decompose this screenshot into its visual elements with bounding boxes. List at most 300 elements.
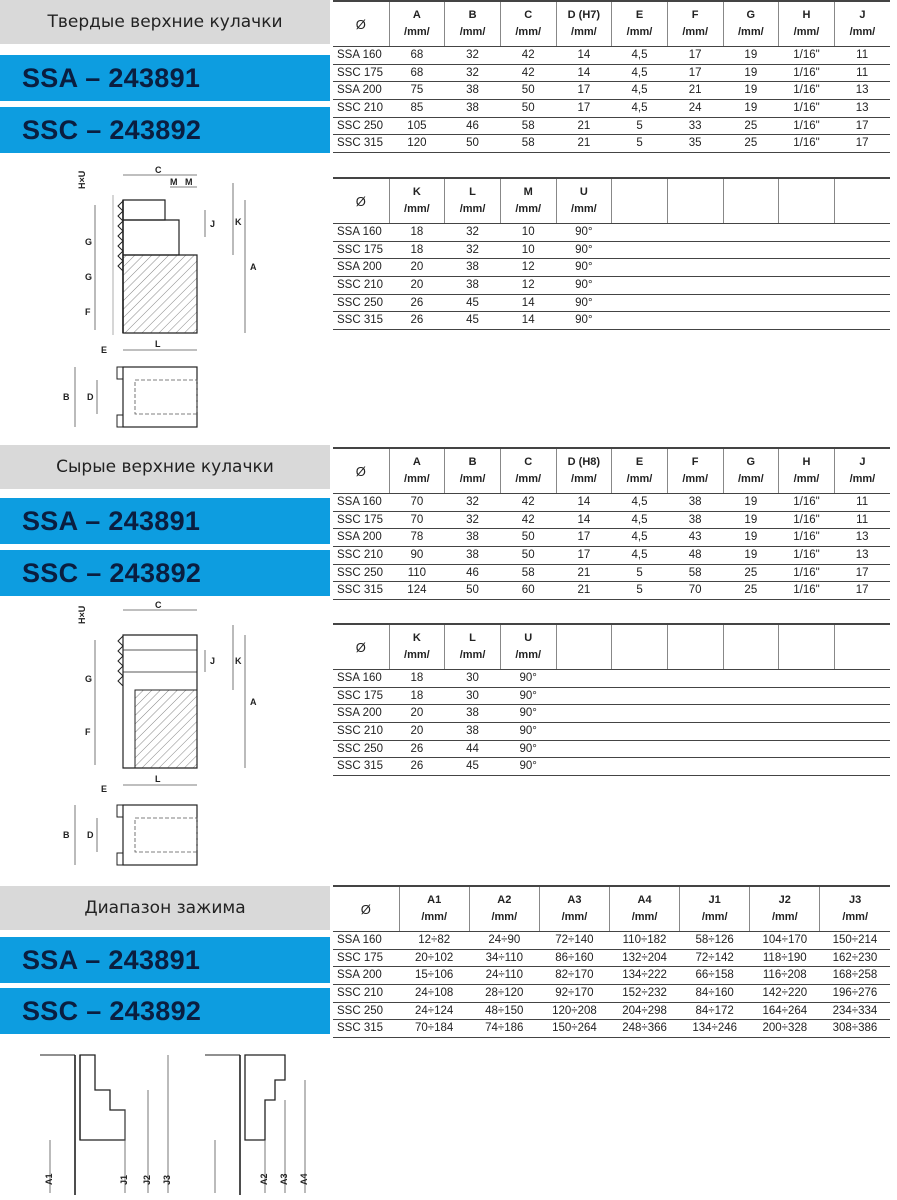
table-cell [612, 259, 668, 277]
s1t2-header [834, 178, 890, 224]
table-cell: 90° [500, 758, 556, 776]
table-cell [834, 277, 890, 295]
s2t2-header [612, 624, 668, 670]
s1t2-header [389, 178, 445, 224]
table-cell: 90° [500, 723, 556, 741]
table-cell: 5 [612, 117, 668, 135]
table-cell: 38 [445, 547, 501, 565]
header-unit: /mm/ [793, 473, 820, 485]
table-cell: SSC 210 [333, 277, 389, 295]
table-cell [612, 241, 668, 259]
table-cell: SSC 210 [333, 100, 389, 118]
header-label: H [802, 9, 811, 21]
table-cell: SSC 175 [333, 949, 399, 967]
header-label: B [468, 9, 477, 21]
label-f: F [85, 307, 91, 317]
table-cell: 26 [389, 312, 445, 330]
table-cell [612, 723, 668, 741]
table-cell [667, 312, 723, 330]
header-label: C [524, 456, 533, 468]
table-cell: 17 [556, 82, 612, 100]
table-cell: 58 [500, 117, 556, 135]
table-cell: 1/16" [779, 64, 835, 82]
table-cell [779, 723, 835, 741]
table-cell: 164÷264 [750, 1002, 820, 1020]
s3t1-header [750, 886, 820, 932]
s2t1-header [779, 448, 835, 494]
table-cell: 150÷214 [820, 932, 890, 950]
table-cell: 25 [723, 564, 779, 582]
header-label: E [635, 9, 644, 21]
table-cell: 85 [389, 100, 445, 118]
label-g: G [85, 674, 93, 684]
header-label: J3 [849, 894, 862, 906]
table-cell: SSC 315 [333, 312, 389, 330]
header-label: A [412, 9, 421, 21]
header-unit: /mm/ [459, 26, 486, 38]
table-cell: 32 [445, 494, 501, 512]
header-unit: /mm/ [571, 473, 597, 485]
table-cell: 19 [723, 529, 779, 547]
label-j2: J2 [142, 1174, 152, 1185]
table-cell [667, 224, 723, 242]
label-a: A [250, 262, 257, 272]
s1t2-header [556, 178, 612, 224]
table-cell [834, 259, 890, 277]
table-cell: 44 [445, 740, 501, 758]
table-cell: SSA 160 [333, 670, 389, 688]
table-cell: 4,5 [612, 494, 668, 512]
header-label: M [523, 186, 533, 198]
table-cell: 78 [389, 529, 445, 547]
table-cell: SSA 200 [333, 967, 399, 985]
table-cell: 12 [500, 259, 556, 277]
table-cell: 132÷204 [609, 949, 679, 967]
header-label: A3 [567, 894, 582, 906]
header-label: B [468, 456, 477, 468]
table-cell: 1/16" [779, 564, 835, 582]
table-row [333, 64, 890, 82]
table-row [333, 224, 890, 242]
table-cell: 90° [556, 312, 612, 330]
s1t1-header [500, 1, 556, 47]
s1t1-header [834, 1, 890, 47]
table-cell: 68 [389, 47, 445, 65]
table-cell [612, 294, 668, 312]
table-cell: 38 [445, 529, 501, 547]
header-unit: /mm/ [404, 473, 430, 485]
table-cell: 17 [834, 582, 890, 600]
table-cell: 21 [556, 582, 612, 600]
table-cell [612, 687, 668, 705]
table-cell: 45 [445, 758, 501, 776]
table-cell: 1/16" [779, 511, 835, 529]
table-cell: 38 [445, 705, 501, 723]
table-cell: SSC 250 [333, 294, 389, 312]
table-cell: 19 [723, 511, 779, 529]
table-cell: 50 [500, 547, 556, 565]
table-cell: 11 [834, 511, 890, 529]
s1t1-header [779, 1, 835, 47]
table-cell: 32 [445, 64, 501, 82]
table-cell: 168÷258 [820, 967, 890, 985]
section3-title: Диапазон зажима [0, 886, 330, 930]
table-row [333, 312, 890, 330]
table-cell: 42 [500, 64, 556, 82]
header-label: A2 [497, 894, 512, 906]
table-cell: 162÷230 [820, 949, 890, 967]
table-cell: 50 [500, 82, 556, 100]
table-cell: 10 [500, 224, 556, 242]
table-cell: 105 [389, 117, 445, 135]
header-unit: /mm/ [421, 911, 448, 923]
table-cell: SSA 160 [333, 224, 389, 242]
table-cell: 20 [389, 259, 445, 277]
s2t1-header [612, 448, 668, 494]
header-label: C [524, 9, 533, 21]
table-cell: 20 [389, 723, 445, 741]
header-unit: /mm/ [626, 26, 653, 38]
table-cell [667, 241, 723, 259]
table-cell: SSA 200 [333, 529, 389, 547]
table-row [333, 47, 890, 65]
table-cell [612, 224, 668, 242]
table-cell: 14 [500, 294, 556, 312]
table-cell: SSC 250 [333, 1002, 399, 1020]
table-cell: 1/16" [779, 100, 835, 118]
table-cell: 45 [445, 312, 501, 330]
table-cell [667, 277, 723, 295]
table-cell: 116÷208 [750, 967, 820, 985]
s2t2-header [834, 624, 890, 670]
table-cell: 14 [500, 312, 556, 330]
table-cell [723, 705, 779, 723]
label-d: D [87, 392, 94, 402]
header-unit: /mm/ [515, 473, 542, 485]
header-unit: /mm/ [849, 26, 876, 38]
label-e: E [101, 784, 108, 794]
table-cell: 90° [556, 294, 612, 312]
table-cell: 90° [556, 277, 612, 295]
header-unit: /mm/ [842, 911, 869, 923]
table-cell: 134÷222 [609, 967, 679, 985]
table-cell: 35 [667, 135, 723, 153]
table-cell: 13 [834, 100, 890, 118]
label-e: E [101, 345, 108, 355]
table-cell: 24÷110 [469, 967, 539, 985]
section2-table2 [333, 623, 890, 776]
table-cell [723, 277, 779, 295]
s3t1-header [609, 886, 679, 932]
header-label: A1 [427, 894, 442, 906]
table-cell: 84÷172 [680, 1002, 750, 1020]
label-hxu: H×U [77, 170, 87, 189]
table-cell: 26 [389, 294, 445, 312]
table-cell: SSA 160 [333, 494, 389, 512]
header-unit: /mm/ [404, 649, 430, 661]
header-unit: /mm/ [571, 26, 597, 38]
label-b: B [63, 830, 70, 840]
header-unit: /mm/ [459, 203, 486, 215]
table-cell: 124 [389, 582, 445, 600]
table-cell: 72÷142 [680, 949, 750, 967]
table-cell: 58 [500, 564, 556, 582]
table-row [333, 564, 890, 582]
table-cell [667, 740, 723, 758]
header-unit: /mm/ [737, 26, 764, 38]
table-cell: 50 [445, 582, 501, 600]
table-cell [723, 670, 779, 688]
s1t1-header [556, 1, 612, 47]
table-cell [834, 758, 890, 776]
section2-model-ssc: SSC – 243892 [0, 550, 330, 596]
table-cell [612, 312, 668, 330]
table-cell [723, 312, 779, 330]
header-label: Ø [355, 639, 366, 655]
label-j3: J3 [162, 1174, 172, 1185]
label-j: J [210, 656, 216, 666]
table-cell: 19 [723, 100, 779, 118]
table-cell: 1/16" [779, 117, 835, 135]
table-cell: 142÷220 [750, 985, 820, 1003]
table-cell: 34÷110 [469, 949, 539, 967]
table-row [333, 135, 890, 153]
s1t2-header [612, 178, 668, 224]
table-cell [779, 705, 835, 723]
table-row [333, 740, 890, 758]
table-cell: SSC 210 [333, 547, 389, 565]
table-cell [834, 687, 890, 705]
clamping-range-drawing [30, 1045, 330, 1195]
table-cell [723, 224, 779, 242]
table-cell: 25 [723, 117, 779, 135]
table-cell [834, 294, 890, 312]
table-cell: 70 [667, 582, 723, 600]
header-unit: /mm/ [631, 911, 658, 923]
s2t2-header [445, 624, 501, 670]
table-row [333, 259, 890, 277]
table-cell: SSC 175 [333, 511, 389, 529]
section3-model-ssc: SSC – 243892 [0, 988, 330, 1034]
table-row [333, 670, 890, 688]
s1t1-header [389, 1, 445, 47]
table-cell: 1/16" [779, 82, 835, 100]
table-cell [834, 224, 890, 242]
table-cell: 32 [445, 511, 501, 529]
table-cell: 11 [834, 64, 890, 82]
table-row [333, 582, 890, 600]
header-unit: /mm/ [515, 203, 542, 215]
table-cell: SSC 315 [333, 758, 389, 776]
s2t2-header [667, 624, 723, 670]
table-cell: 13 [834, 547, 890, 565]
table-cell: 196÷276 [820, 985, 890, 1003]
table-cell [556, 670, 612, 688]
table-cell: 25 [723, 135, 779, 153]
s2t1-header [500, 448, 556, 494]
section1-table1 [333, 0, 890, 153]
table-cell: 120 [389, 135, 445, 153]
table-cell [667, 687, 723, 705]
label-k: K [235, 656, 242, 666]
table-cell [723, 687, 779, 705]
table-cell: 18 [389, 670, 445, 688]
table-cell: 4,5 [612, 547, 668, 565]
s1t1-header [445, 1, 501, 47]
table-cell [556, 687, 612, 705]
header-label: D (H8) [567, 456, 601, 468]
table-cell: 14 [556, 64, 612, 82]
table-cell: 11 [834, 47, 890, 65]
table-cell: 21 [667, 82, 723, 100]
table-cell: 38 [445, 259, 501, 277]
table-cell: 18 [389, 687, 445, 705]
s1t2-header [667, 178, 723, 224]
s2t2-header [779, 624, 835, 670]
table-cell [779, 758, 835, 776]
table-cell: 28÷120 [469, 985, 539, 1003]
table-cell: SSA 160 [333, 932, 399, 950]
table-cell: 24 [667, 100, 723, 118]
table-cell [834, 705, 890, 723]
header-label: A4 [637, 894, 652, 906]
table-cell: 90° [556, 224, 612, 242]
table-cell: 17 [667, 64, 723, 82]
table-cell: 38 [445, 277, 501, 295]
table-row [333, 547, 890, 565]
table-cell [612, 740, 668, 758]
table-row [333, 277, 890, 295]
table-cell [834, 241, 890, 259]
table-cell: 14 [556, 511, 612, 529]
header-unit: /mm/ [682, 26, 709, 38]
table-row [333, 687, 890, 705]
table-cell [723, 740, 779, 758]
header-label: G [746, 456, 756, 468]
s2t1-header [834, 448, 890, 494]
table-cell: 48÷150 [469, 1002, 539, 1020]
table-cell [556, 723, 612, 741]
s1t2-header [779, 178, 835, 224]
section1-title: Твердые верхние кулачки [0, 0, 330, 44]
table-cell [779, 259, 835, 277]
table-cell: 152÷232 [609, 985, 679, 1003]
table-cell: 120÷208 [539, 1002, 609, 1020]
label-c: C [155, 165, 162, 175]
s2t2-header [723, 624, 779, 670]
table-cell [779, 740, 835, 758]
table-cell: 90° [556, 241, 612, 259]
table-row [333, 117, 890, 135]
table-row [333, 241, 890, 259]
label-m: M [170, 177, 178, 187]
header-label: J [859, 456, 866, 468]
table-cell [667, 670, 723, 688]
table-cell: 13 [834, 82, 890, 100]
table-cell: 4,5 [612, 100, 668, 118]
table-cell: 26 [389, 740, 445, 758]
header-unit: /mm/ [515, 26, 542, 38]
header-unit: /mm/ [404, 26, 430, 38]
table-cell: 50 [500, 529, 556, 547]
table-cell: 1/16" [779, 494, 835, 512]
table-cell: 38 [667, 494, 723, 512]
s2t1-header [445, 448, 501, 494]
table-cell [612, 758, 668, 776]
table-cell: 70 [389, 494, 445, 512]
table-row [333, 723, 890, 741]
table-cell: 11 [834, 494, 890, 512]
s1t2-header [445, 178, 501, 224]
s1t1-header [612, 1, 668, 47]
label-l: L [155, 774, 161, 784]
table-cell: 134÷246 [680, 1020, 750, 1038]
table-cell: 90 [389, 547, 445, 565]
table-cell [556, 740, 612, 758]
section3-table [333, 885, 890, 1038]
header-label: D (H7) [567, 9, 601, 21]
table-cell: SSC 250 [333, 117, 389, 135]
table-cell: 1/16" [779, 582, 835, 600]
header-unit: /mm/ [793, 26, 820, 38]
header-label: J [859, 9, 866, 21]
table-cell: 18 [389, 224, 445, 242]
s2t2-header [556, 624, 612, 670]
table-cell: SSC 315 [333, 582, 389, 600]
label-f: F [85, 727, 91, 737]
table-cell: 1/16" [779, 547, 835, 565]
table-cell: 26 [389, 758, 445, 776]
s2t1-header [556, 448, 612, 494]
section1-model-ssc: SSC – 243892 [0, 107, 330, 153]
header-label: Ø [355, 16, 366, 32]
label-a4: A4 [299, 1173, 309, 1185]
table-cell [723, 294, 779, 312]
table-cell [667, 259, 723, 277]
table-cell: 58 [667, 564, 723, 582]
table-row [333, 967, 890, 985]
header-unit: /mm/ [404, 203, 430, 215]
table-cell: 20 [389, 705, 445, 723]
table-cell: 12 [500, 277, 556, 295]
table-cell: SSC 250 [333, 564, 389, 582]
section2-title: Сырые верхние кулачки [0, 445, 330, 489]
hard-jaw-drawing [55, 165, 290, 435]
s2t1-header [723, 448, 779, 494]
table-cell: 10 [500, 241, 556, 259]
s1t2-header [723, 178, 779, 224]
table-cell: 58÷126 [680, 932, 750, 950]
header-label: F [691, 9, 699, 21]
table-cell [723, 723, 779, 741]
table-cell [667, 294, 723, 312]
table-cell: 90° [500, 670, 556, 688]
table-cell: 20 [389, 277, 445, 295]
table-cell [723, 259, 779, 277]
table-cell: 72÷140 [539, 932, 609, 950]
table-cell: 248÷366 [609, 1020, 679, 1038]
table-cell [612, 277, 668, 295]
table-cell [779, 294, 835, 312]
table-cell: 50 [445, 135, 501, 153]
table-cell: SSC 210 [333, 985, 399, 1003]
table-row [333, 529, 890, 547]
header-label: E [635, 456, 644, 468]
table-cell: 17 [556, 100, 612, 118]
table-cell: 21 [556, 135, 612, 153]
header-unit: /mm/ [459, 649, 486, 661]
table-cell: 30 [445, 687, 501, 705]
